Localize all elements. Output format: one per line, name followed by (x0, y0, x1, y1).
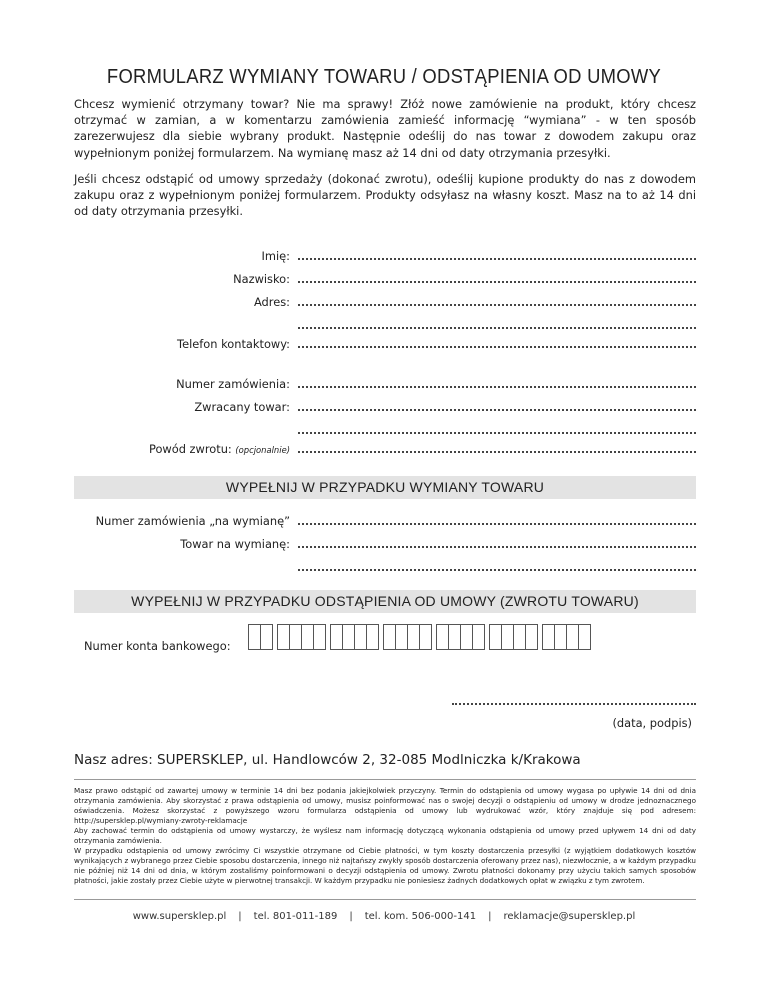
order-number-row (0, 377, 768, 395)
legal-paragraph-1: Masz prawo odstąpić od zawartej umowy w terminie 14 dni bez podania jakiejkolwiek przyczyny. Termin do odstąpienia od umowy wygasa po upływie 14 dni od dnia otrzymania zamówienia. Aby skorzystać z prawa odstąpienia od umowy, musisz poinformować nas o swojej decyzji o odstąpieniu od umowy w drodze jednoznacznego oświadczenia. Możesz skorzystać z powyższego wzoru formularza odstąpienia od umowy lub wydrukować wzór, który znajduje się pod adresem: http://supersklep.pl/wymiany-zwroty-reklamacje (74, 786, 696, 825)
first-name-field[interactable] (298, 258, 696, 260)
footer-separator: | (488, 911, 492, 922)
bank-digit-box[interactable] (578, 624, 591, 650)
divider-bottom (74, 899, 696, 900)
signature-field[interactable] (452, 703, 696, 705)
return-section-heading: WYPEŁNIJ W PRZYPADKU ODSTĄPIENIA OD UMOWY (ZWROTU TOWARU) (74, 590, 696, 613)
returned-item-row-2 (0, 423, 768, 441)
legal-paragraph-3: W przypadku odstąpienia od umowy zwrócimy Ci wszystkie otrzymane od Ciebie płatności, w tym koszty dostarczenia przesyłki (z wyjątkiem dodatkowych kosztów wynikających z wybranego przez Ciebie sposobu dostarczenia, innego niż najtańszy zwykły sposób dostarczenia oferowany przez nas), niezwłocznie, a w każdym przypadku nie później niż 14 dni od dnia, w którym zostaliśmy poinformowani o decyzji odstąpienia od umowy. Zwrotu płatności dokonamy przy użyciu takich samych sposobów płatności, jakie zostały przez Ciebie użyte w pierwotnej transakcji. W każdym przypadku nie poniesiesz żadnych dodatkowych opłat w związku z tym zwrotem. (74, 846, 696, 885)
first-name-label: Imię: (261, 249, 290, 263)
first-name-row (0, 249, 768, 267)
returned-item-field[interactable] (298, 409, 696, 411)
footer-phone: tel. 801-011-189 (253, 911, 338, 922)
phone-label: Telefon kontaktowy: (177, 337, 290, 351)
footer-email[interactable]: reklamacje@supersklep.pl (503, 911, 636, 922)
bank-account-label: Numer konta bankowego: (84, 639, 231, 653)
address-field-2[interactable] (298, 327, 696, 329)
exchange-order-label: Numer zamówienia „na wymianę” (95, 514, 290, 528)
address-label: Adres: (253, 295, 290, 309)
legal-paragraph-2: Aby zachować termin do odstąpienia od umowy wystarczy, że wyślesz nam informację dotyczącą wykonania odstąpienia od umowy przed upływem 14 dni od daty otrzymania zamówienia. (74, 826, 696, 845)
last-name-field[interactable] (298, 281, 696, 283)
page-title: FORMULARZ WYMIANY TOWARU / ODSTĄPIENIA OD UMOWY (106, 66, 662, 88)
bank-digit-box[interactable] (260, 624, 273, 650)
address-field[interactable] (298, 304, 696, 306)
returned-item-label: Zwracany towar: (194, 400, 290, 414)
bank-digit-box[interactable] (419, 624, 432, 650)
phone-row (0, 337, 768, 355)
exchange-order-field[interactable] (298, 523, 696, 525)
address-row (0, 295, 768, 313)
exchange-item-field[interactable] (298, 546, 696, 548)
footer-mobile: tel. kom. 506-000-141 (364, 911, 477, 922)
optional-note: (opcjonalnie) (235, 445, 290, 455)
divider-top (74, 779, 696, 780)
footer-separator: | (238, 911, 242, 922)
exchange-item-label: Towar na wymianę: (180, 537, 290, 551)
footer-contacts (0, 911, 768, 922)
exchange-item-field-2[interactable] (298, 569, 696, 571)
address-row-2 (0, 318, 768, 336)
exchange-intro: Chcesz wymienić otrzymany towar? Nie ma sprawy! Złóż nowe zamówienie na produkt, który chcesz otrzymać w zamian, a w komentarzu zamówienia zamieść informację “wymiana” - w ten sposób zarezerwujesz dla siebie wybrany produkt. Następnie odeślij do nas towar z dowodem zakupu oraz wypełnionym poniżej formularzem. Na wymianę masz aż 14 dni od daty otrzymania przesyłki. (74, 97, 696, 160)
signature-label: (data, podpis) (612, 716, 692, 730)
footer-separator: | (349, 911, 353, 922)
order-number-field[interactable] (298, 386, 696, 388)
return-reason-label: Powód zwrotu: (opcjonalnie) (148, 442, 290, 456)
footer-website[interactable]: www.supersklep.pl (132, 911, 227, 922)
exchange-item-row-2 (0, 560, 768, 578)
bank-digit-box[interactable] (525, 624, 538, 650)
bank-digit-box[interactable] (366, 624, 379, 650)
legal-notice (74, 786, 696, 886)
exchange-item-row (0, 537, 768, 555)
exchange-section-heading: WYPEŁNIJ W PRZYPADKU WYMIANY TOWARU (74, 476, 696, 499)
bank-digit-box[interactable] (313, 624, 326, 650)
return-reason-row (0, 442, 768, 460)
return-intro: Jeśli chcesz odstąpić od umowy sprzedaży (dokonać zwrotu), odeślij kupione produkty do nas z dowodem zakupu oraz z wypełnionym poniżej formularzem. Produkty odsyłasz na własny koszt. Masz na to aż 14 dni od daty otrzymania przesyłki. (74, 172, 696, 219)
shop-address: Nasz adres: SUPERSKLEP, ul. Handlowców 2, 32-085 Modlniczka k/Krakowa (74, 752, 581, 768)
exchange-order-row (0, 514, 768, 532)
returned-item-row (0, 400, 768, 418)
return-reason-field[interactable] (298, 451, 696, 453)
last-name-label: Nazwisko: (233, 272, 290, 286)
last-name-row (0, 272, 768, 290)
order-number-label: Numer zamówienia: (176, 377, 290, 391)
bank-digit-box[interactable] (472, 624, 485, 650)
phone-field[interactable] (298, 346, 696, 348)
returned-item-field-2[interactable] (298, 432, 696, 434)
